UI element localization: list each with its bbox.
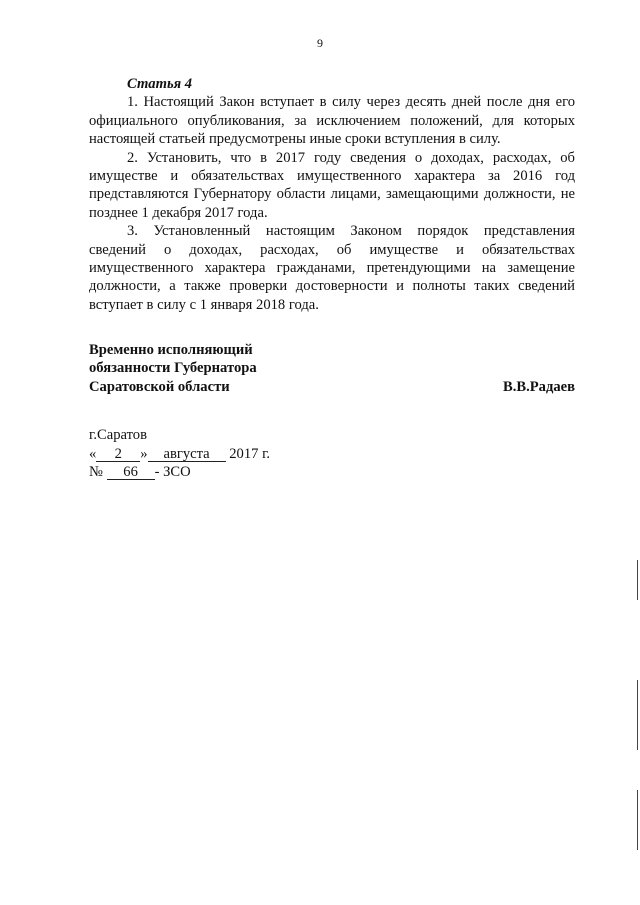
date-line — [89, 445, 270, 464]
date-year: 2017 г. — [229, 445, 271, 462]
article-paragraph: 1. Настоящий Закон вступает в силу через десять дней после дня его официального опубликования, за исключением положений, для которых настоящей статьей предусмотрены иные сроки вступления в силу. — [89, 94, 575, 148]
signatory-title-line: Саратовской области — [89, 378, 230, 395]
open-quote: « — [89, 445, 97, 462]
date-day: 2 — [96, 447, 140, 462]
law-number: 66 — [107, 465, 155, 480]
date-month: августа — [148, 447, 226, 462]
signatory-title-line: Временно исполняющий — [89, 342, 253, 358]
article-paragraph: 2. Установить, что в 2017 году сведения о доходах, расходах, об имуществе и обязательствах имущественного характера за 2016 год представляются Губернатору области лицами, замещающими должности, не позднее 1 декабря 2017 года. — [89, 149, 575, 221]
article-heading: Статья 4 — [127, 76, 193, 92]
number-sign: № — [89, 464, 103, 481]
close-quote: » — [140, 445, 148, 462]
city: г.Саратов — [89, 427, 147, 443]
signature-block — [89, 341, 575, 396]
scan-edge-mark — [637, 790, 638, 850]
number-line — [89, 463, 270, 482]
law-number-suffix: - ЗСО — [154, 464, 191, 481]
signatory-title-line: обязанности Губернатора — [89, 360, 257, 377]
place-date-block — [89, 426, 270, 482]
article-paragraph: 3. Установленный настоящим Законом порядок представления сведений о доходах, расходах, об имуществе и обязательствах имущественного характера гражданами, претендующими на замещение должности, а также проверки достоверности и полноты таких сведений вступает в силу с 1 января 2018 года. — [89, 223, 575, 313]
page-number: 9 — [317, 36, 323, 50]
article-section — [89, 75, 575, 314]
scan-edge-mark — [637, 560, 638, 600]
scan-edge-mark — [637, 680, 638, 750]
signatory-name: В.В.Радаев — [502, 378, 575, 395]
